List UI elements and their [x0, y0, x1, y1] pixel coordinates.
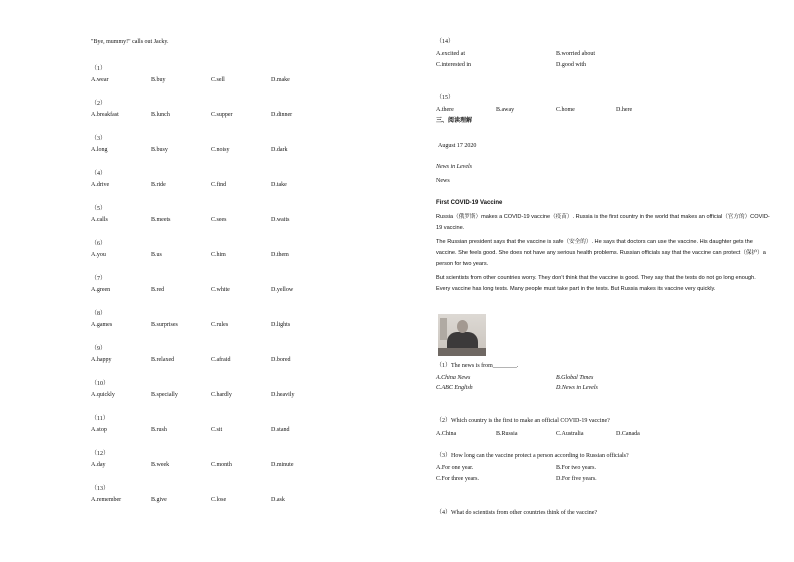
reading-question-1-option-d[interactable]: D.News in Levels [556, 385, 598, 391]
news-photo [438, 314, 486, 356]
article-paragraph-1: Russia（俄罗斯）makes a COVID-19 vaccine（疫苗）. Russia is the first country in the world that makes an official（官方的）COVID-19 vaccine. [436, 214, 770, 231]
question-2-option-b[interactable]: B.lunch [151, 112, 170, 118]
reading-question-2-stem: （2）Which country is the first to make an official COVID-19 vaccine? [436, 418, 610, 424]
reading-question-3-option-c[interactable]: C.For three years. [436, 476, 479, 482]
question-13-option-b[interactable]: B.give [151, 497, 167, 503]
question-13-number: （13） [91, 486, 110, 492]
question-9-option-c[interactable]: C.afraid [211, 357, 231, 363]
question-7-option-c[interactable]: C.white [211, 287, 230, 293]
question-4-option-d[interactable]: D.take [271, 182, 287, 188]
question-15-option-c[interactable]: C.home [556, 107, 575, 113]
question-5-option-c[interactable]: C.sees [211, 217, 227, 223]
reading-question-1-option-c[interactable]: C.ABC English [436, 385, 473, 391]
reading-question-2-option-c[interactable]: C.Australia [556, 431, 584, 437]
article-paragraph-2: The Russian president says that the vaccine is safe（安全的）. He says that doctors can use the vaccine. His daughter gets the vaccine. She feels good. She does not have any serious health problems. Russian officials say that the vaccine can protect（保护）a person for two years. [436, 239, 766, 267]
question-6-option-c[interactable]: C.him [211, 252, 226, 258]
question-6-option-d[interactable]: D.them [271, 252, 289, 258]
question-13-option-c[interactable]: C.lose [211, 497, 227, 503]
article-paragraph-3: But scientists from other countries worry. They don't think that the vaccine is good. They say that the tests do not go long enough. Every vaccine has long tests. Many people must take part in the tests. But Russia makes its vaccine very quickly. [436, 275, 756, 292]
question-1-option-d[interactable]: D.make [271, 77, 290, 83]
question-9-option-a[interactable]: A.happy [91, 357, 112, 363]
question-8-number: （8） [91, 311, 107, 317]
question-14-option-d[interactable]: D.good with [556, 62, 586, 68]
question-2-option-d[interactable]: D.dinner [271, 112, 293, 118]
reading-question-3-stem: （3）How long can the vaccine protect a person according to Russian officials? [436, 453, 629, 459]
article-title: First COVID-19 Vaccine [436, 200, 503, 206]
reading-question-3-option-b[interactable]: B.For two years. [556, 465, 596, 471]
question-11-option-c[interactable]: C.sit [211, 427, 223, 433]
question-12-option-a[interactable]: A.day [91, 462, 106, 468]
question-3-number: （3） [91, 136, 107, 142]
question-2-option-a[interactable]: A.breakfast [91, 112, 119, 118]
question-15-number: （15） [436, 95, 455, 101]
question-2-option-c[interactable]: C.supper [211, 112, 233, 118]
question-3-option-d[interactable]: D.dark [271, 147, 288, 153]
question-9-number: （9） [91, 346, 107, 352]
question-11-option-d[interactable]: D.stand [271, 427, 290, 433]
question-7-option-b[interactable]: B.red [151, 287, 165, 293]
question-4-option-c[interactable]: C.find [211, 182, 227, 188]
question-9-option-d[interactable]: D.bored [271, 357, 291, 363]
question-3-option-b[interactable]: B.busy [151, 147, 168, 153]
question-15-option-b[interactable]: B.away [496, 107, 515, 113]
question-15-option-d[interactable]: D.here [616, 107, 633, 113]
question-2-number: （2） [91, 101, 107, 107]
question-8-option-b[interactable]: B.surprises [151, 322, 178, 328]
question-4-option-b[interactable]: B.ride [151, 182, 166, 188]
question-8-option-c[interactable]: C.rules [211, 322, 229, 328]
right-column [400, 0, 794, 562]
question-11-option-b[interactable]: B.rush [151, 427, 167, 433]
question-1-option-c[interactable]: C.sell [211, 77, 225, 83]
question-10-number: （10） [91, 381, 110, 387]
question-1-option-b[interactable]: B.buy [151, 77, 166, 83]
question-11-number: （11） [91, 416, 109, 422]
reading-question-3-option-a[interactable]: A.For one year. [436, 465, 474, 471]
question-8-option-d[interactable]: D.lights [271, 322, 291, 328]
question-11-option-a[interactable]: A.stop [91, 427, 107, 433]
question-13-option-a[interactable]: A.remember [91, 497, 122, 503]
question-12-number: （12） [91, 451, 110, 457]
reading-question-3-option-d[interactable]: D.For five years. [556, 476, 597, 482]
question-5-option-a[interactable]: A.calls [91, 217, 108, 223]
reading-question-1-option-a[interactable]: A.China News [436, 375, 471, 381]
question-12-option-c[interactable]: C.month [211, 462, 232, 468]
question-7-number: （7） [91, 276, 107, 282]
reading-question-1-stem: （1）The news is from________. [436, 363, 519, 369]
question-10-option-d[interactable]: D.heavily [271, 392, 295, 398]
question-12-option-d[interactable]: D.minute [271, 462, 294, 468]
question-6-number: （6） [91, 241, 107, 247]
reading-question-4-stem: （4）What do scientists from other countries think of the vaccine? [436, 510, 598, 516]
question-6-option-a[interactable]: A.you [91, 252, 106, 258]
article-source: News in Levels [436, 164, 472, 170]
question-3-option-a[interactable]: A.long [91, 147, 108, 153]
question-13-option-d[interactable]: D.ask [271, 497, 285, 503]
reading-question-1-option-b[interactable]: B.Global Times [556, 375, 594, 381]
question-12-option-b[interactable]: B.week [151, 462, 170, 468]
question-3-option-c[interactable]: C.noisy [211, 147, 230, 153]
question-4-option-a[interactable]: A.drive [91, 182, 110, 188]
question-5-option-b[interactable]: B.meets [151, 217, 171, 223]
question-1-option-a[interactable]: A.wear [91, 77, 109, 83]
question-14-option-b[interactable]: B.worried about [556, 51, 595, 57]
passage-intro: "Bye, mummy!" calls out Jacky. [91, 39, 169, 45]
question-10-option-a[interactable]: A.quickly [91, 392, 115, 398]
question-8-option-a[interactable]: A.games [91, 322, 113, 328]
question-14-option-a[interactable]: A.excited at [436, 51, 465, 57]
question-7-option-d[interactable]: D.yellow [271, 287, 294, 293]
question-10-option-c[interactable]: C.hardly [211, 392, 232, 398]
question-5-number: （5） [91, 206, 107, 212]
question-4-number: （4） [91, 171, 107, 177]
question-14-option-c[interactable]: C.interested in [436, 62, 471, 68]
reading-question-2-option-d[interactable]: D.Canada [616, 431, 640, 437]
question-7-option-a[interactable]: A.green [91, 287, 111, 293]
question-9-option-b[interactable]: B.relaxed [151, 357, 175, 363]
question-6-option-b[interactable]: B.us [151, 252, 162, 258]
reading-question-2-option-a[interactable]: A.China [436, 431, 457, 437]
article-category: News [436, 178, 450, 184]
article-date: August 17 2020 [438, 143, 477, 149]
section-title: 三、阅读理解 [436, 118, 473, 124]
reading-question-2-option-b[interactable]: B.Russia [496, 431, 518, 437]
question-5-option-d[interactable]: D.waits [271, 217, 290, 223]
question-15-option-a[interactable]: A.there [436, 107, 454, 113]
question-1-number: （1） [91, 66, 107, 72]
question-14-number: （14） [436, 39, 455, 45]
question-10-option-b[interactable]: B.specially [151, 392, 178, 398]
